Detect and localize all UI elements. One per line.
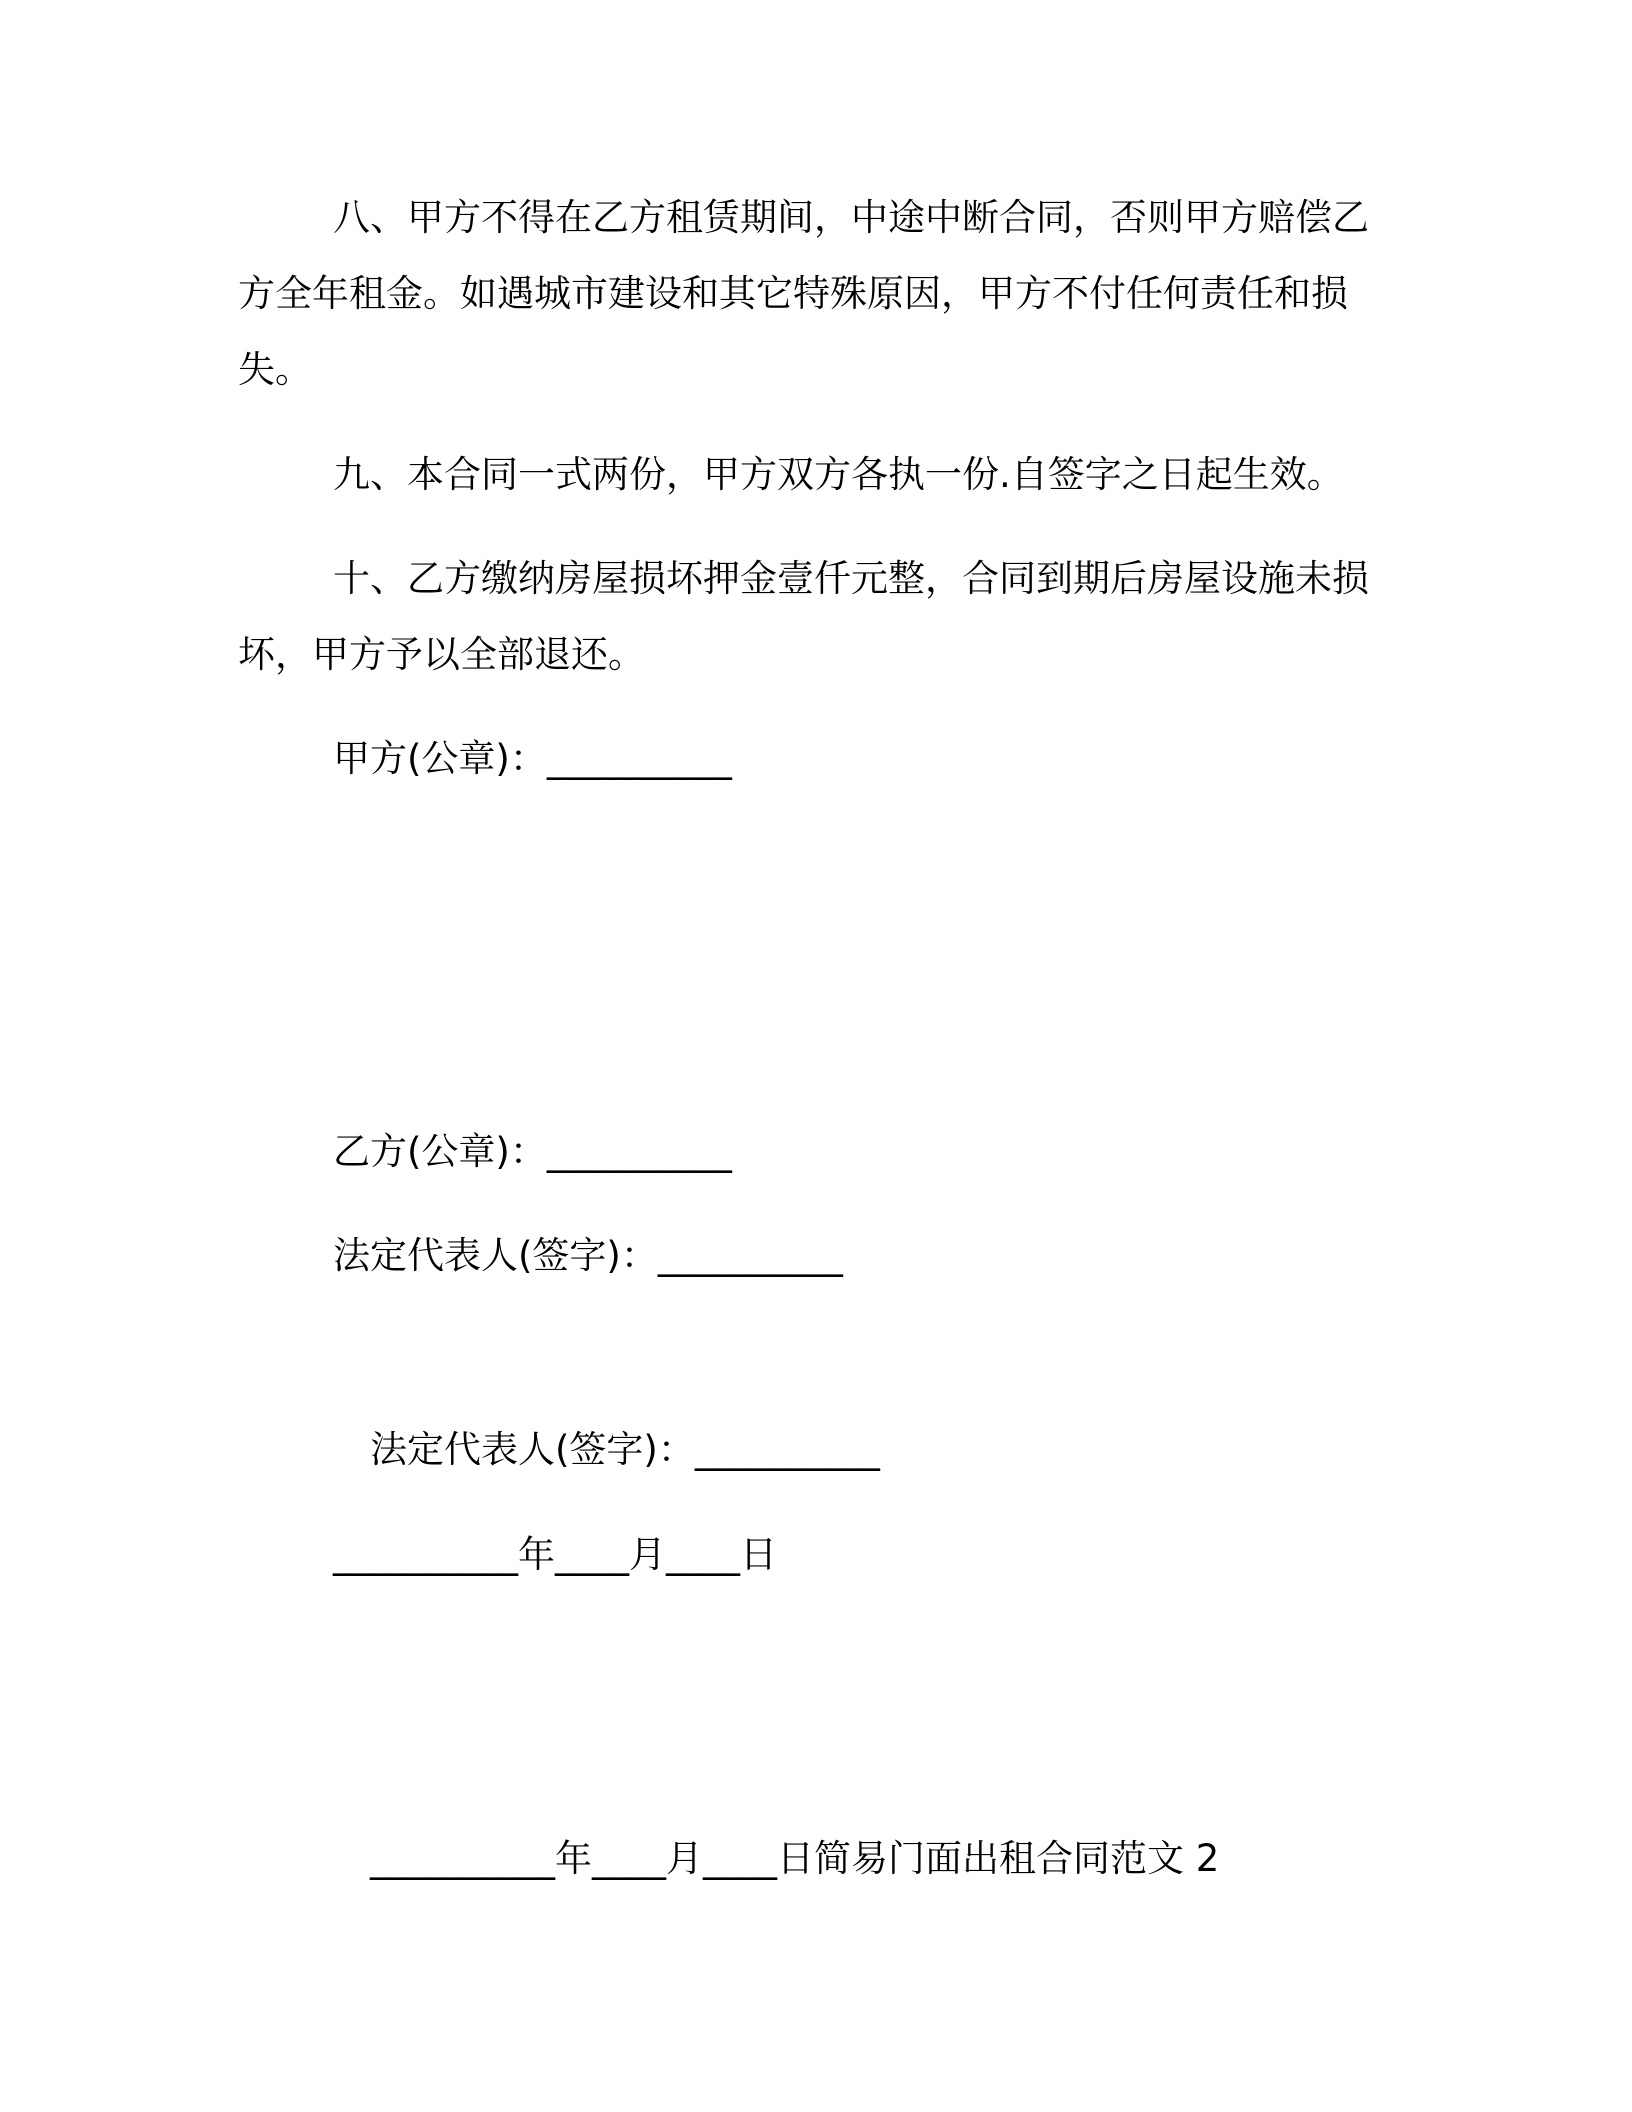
date-line-1: __________年____月____日 bbox=[333, 1533, 777, 1576]
clause-8-line-3: 失。 bbox=[238, 348, 312, 391]
party-b-seal-line: 乙方(公章)：__________ bbox=[333, 1130, 732, 1173]
clause-8-line-2: 方全年租金。如遇城市建设和其它特殊原因，甲方不付任何责任和损 bbox=[238, 272, 1348, 315]
clause-9-line-1: 九、本合同一式两份，甲方双方各执一份.自签字之日起生效。 bbox=[333, 453, 1344, 496]
party-a-seal-line: 甲方(公章)：__________ bbox=[333, 737, 732, 780]
legal-representative-signature-1: 法定代表人(签字)：__________ bbox=[333, 1234, 843, 1277]
clause-10-line-1: 十、乙方缴纳房屋损坏押金壹仟元整，合同到期后房屋设施未损 bbox=[333, 557, 1369, 600]
date-line-with-next-title: __________年____月____日简易门面出租合同范文 2 bbox=[370, 1837, 1220, 1880]
clause-8-line-1: 八、甲方不得在乙方租赁期间，中途中断合同，否则甲方赔偿乙 bbox=[333, 196, 1369, 239]
clause-10-line-2: 坏，甲方予以全部退还。 bbox=[238, 633, 645, 676]
legal-representative-signature-2: 法定代表人(签字)：__________ bbox=[370, 1428, 880, 1471]
